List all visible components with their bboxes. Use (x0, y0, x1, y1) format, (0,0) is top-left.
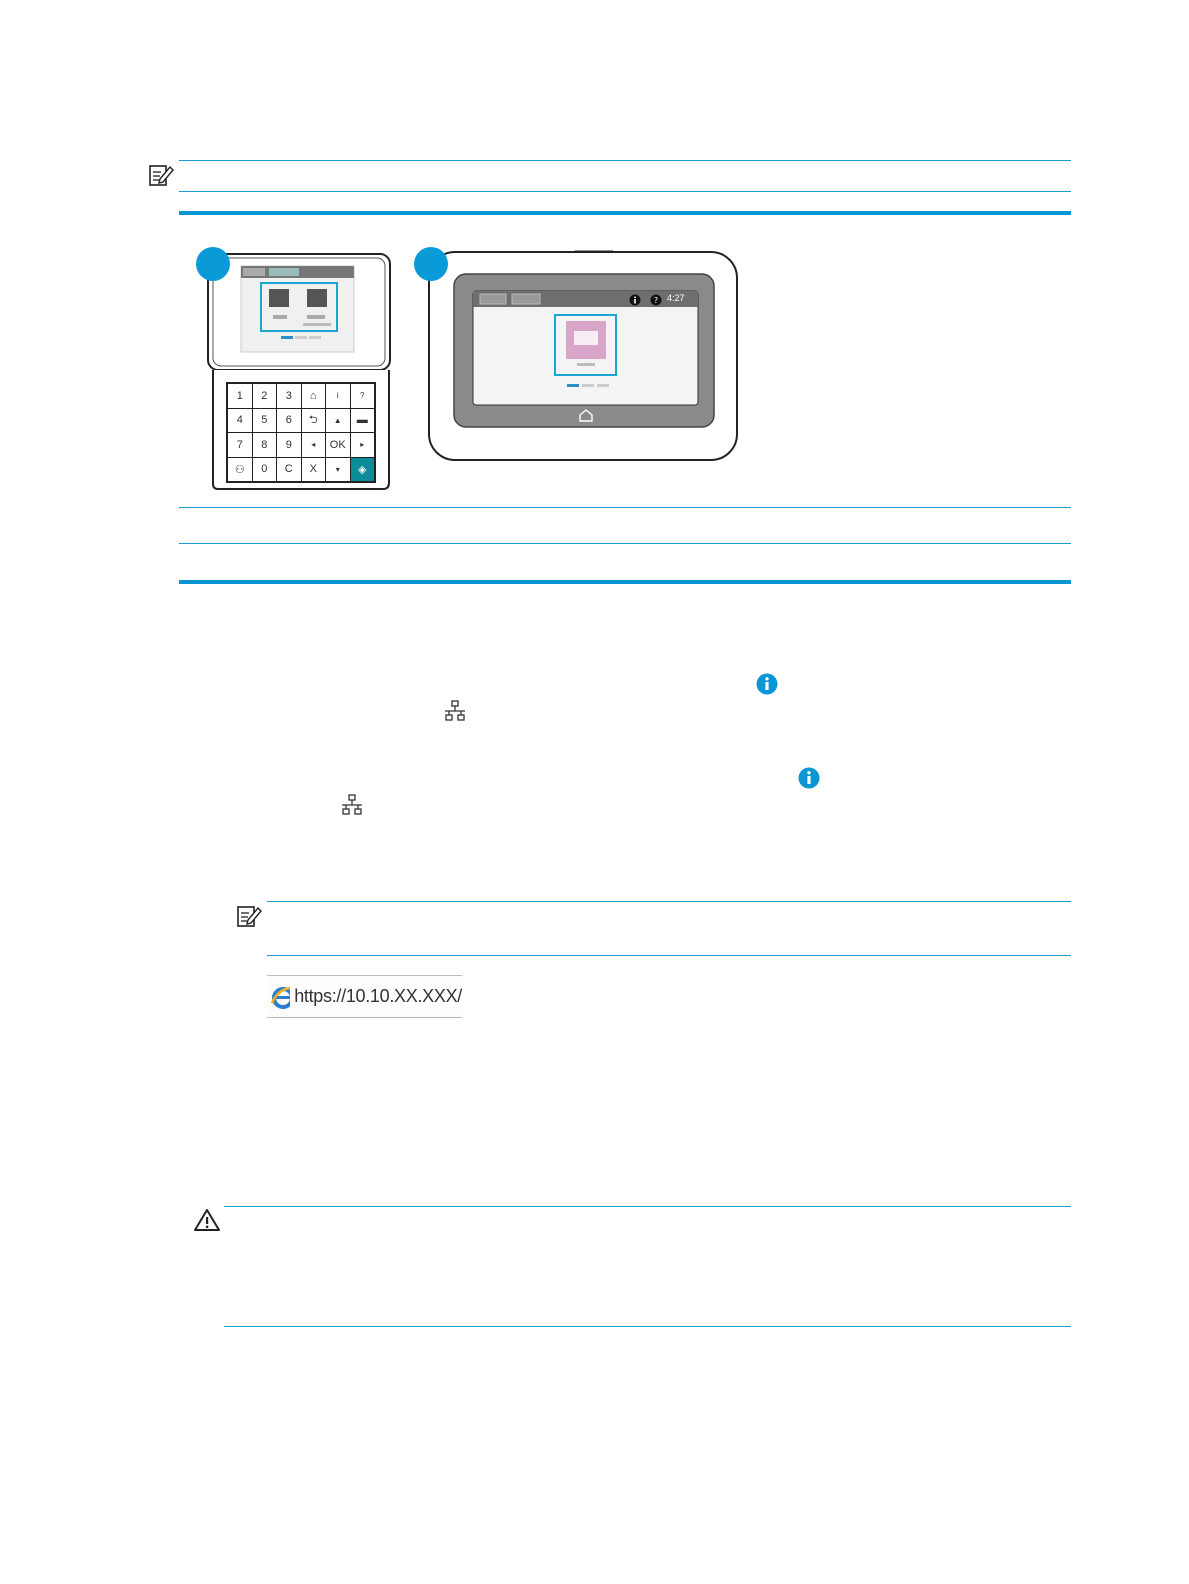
key-2[interactable]: 2 (253, 384, 277, 408)
right-key[interactable]: ▸ (351, 433, 375, 457)
down-key[interactable]: ▾ (326, 458, 350, 482)
help-key[interactable]: ? (351, 384, 375, 408)
warning-icon (193, 1208, 221, 1232)
key-0[interactable]: 0 (253, 458, 277, 482)
key-5[interactable]: 5 (253, 409, 277, 433)
back-key[interactable]: ⮌ (302, 409, 326, 433)
callout-1-circle (196, 247, 230, 281)
note-icon (148, 162, 174, 188)
caption-rule-1 (179, 507, 1071, 508)
home-key[interactable]: ⌂ (302, 384, 326, 408)
ok-key[interactable]: OK (326, 433, 350, 457)
browser-address-bar[interactable] (267, 975, 462, 1018)
note-rule-bottom (179, 191, 1071, 192)
key-6[interactable]: 6 (277, 409, 301, 433)
key-8[interactable]: 8 (253, 433, 277, 457)
network-icon (443, 700, 467, 724)
info-icon (798, 767, 820, 789)
svg-text:?: ? (653, 296, 659, 305)
left-key[interactable]: ◂ (302, 433, 326, 457)
home-icon[interactable] (578, 408, 594, 422)
info-key[interactable]: i (326, 384, 350, 408)
user-key[interactable]: ⚇ (228, 458, 252, 482)
caution-rule-bottom (224, 1326, 1071, 1327)
clear-key[interactable]: C (277, 458, 301, 482)
callout-2-circle (414, 247, 448, 281)
key-9[interactable]: 9 (277, 433, 301, 457)
key-7[interactable]: 7 (228, 433, 252, 457)
key-3[interactable]: 3 (277, 384, 301, 408)
note-icon (236, 903, 262, 929)
help-icon[interactable] (650, 294, 662, 306)
note-rule-top (179, 160, 1071, 161)
browser-url: https://10.10.XX.XXX/ (294, 986, 462, 1006)
keypad (226, 382, 376, 483)
clock-time: 4:27 (667, 293, 685, 303)
key-1[interactable]: 1 (228, 384, 252, 408)
note2-rule-top (267, 901, 1071, 902)
browser-icon (269, 983, 290, 1011)
touch-info-icon[interactable] (629, 294, 641, 306)
figure-rule-bottom (179, 580, 1071, 584)
message-key[interactable]: ▬ (351, 409, 375, 433)
caption-rule-2 (179, 543, 1071, 544)
caution-rule-top (224, 1206, 1071, 1207)
cancel-key[interactable]: X (302, 458, 326, 482)
start-key[interactable]: ◈ (351, 458, 375, 482)
network-icon (340, 794, 364, 818)
up-key[interactable]: ▲ (326, 409, 350, 433)
note2-rule-bottom (267, 955, 1071, 956)
touch-device-outline (425, 246, 741, 466)
key-4[interactable]: 4 (228, 409, 252, 433)
figure-rule-top (179, 211, 1071, 215)
info-icon (756, 673, 778, 695)
